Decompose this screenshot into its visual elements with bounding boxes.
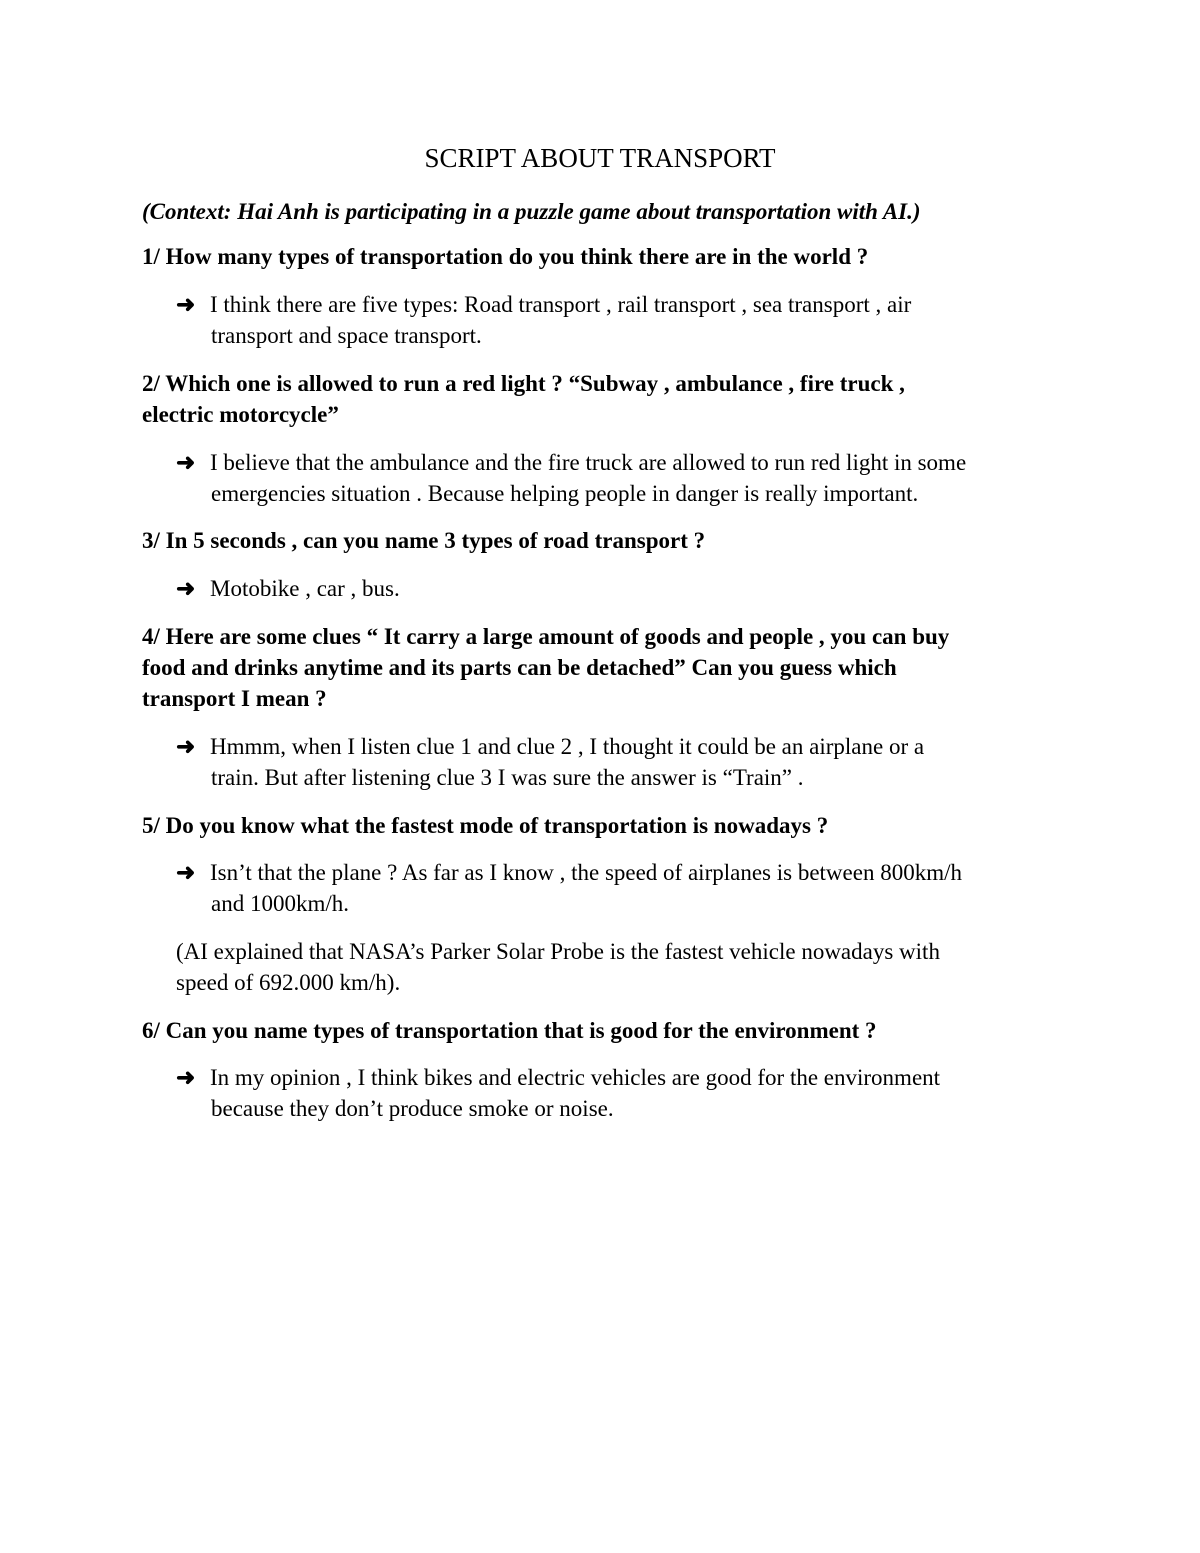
answer-4-line-1: Hmmm, when I listen clue 1 and clue 2 , I thought it could be an airplane or a	[210, 734, 925, 759]
arrow-right-icon: ➜	[176, 860, 196, 885]
answer-1	[176, 289, 911, 351]
arrow-right-icon: ➜	[176, 450, 196, 475]
question-1: 1/ How many types of transportation do you think there are in the world ?	[142, 244, 869, 269]
answer-6-line-2: because they don’t produce smoke or noise.	[211, 1096, 614, 1121]
question-4	[142, 621, 949, 714]
question-2-line-2: electric motorcycle”	[142, 402, 339, 427]
answer-2-line-1: I believe that the ambulance and the fire truck are allowed to run red light in some	[210, 450, 967, 475]
context-line: (Context: Hai Anh is participating in a puzzle game about transportation with AI.)	[142, 199, 921, 224]
question-2-line-1: 2/ Which one is allowed to run a red light ? “Subway , ambulance , fire truck ,	[142, 371, 905, 396]
answer-4-line-2: train. But after listening clue 3 I was sure the answer is “Train” .	[211, 765, 804, 790]
answer-6	[176, 1062, 940, 1124]
question-4-line-2: food and drinks anytime and its parts can be detached” Can you guess which	[142, 655, 897, 680]
answer-5-line-2: and 1000km/h.	[211, 891, 349, 916]
answer-4	[176, 731, 924, 793]
ai-explanation-note	[176, 936, 940, 998]
answer-2	[176, 447, 966, 509]
note-line-2: speed of 692.000 km/h).	[176, 970, 401, 995]
question-4-line-3: transport I mean ?	[142, 686, 327, 711]
question-5: 5/ Do you know what the fastest mode of transportation is nowadays ?	[142, 813, 829, 838]
answer-1-line-2: transport and space transport.	[211, 323, 482, 348]
answer-3	[176, 573, 400, 604]
note-line-1: (AI explained that NASA’s Parker Solar Probe is the fastest vehicle nowadays with	[176, 939, 940, 964]
question-3: 3/ In 5 seconds , can you name 3 types of road transport ?	[142, 528, 706, 553]
arrow-right-icon: ➜	[176, 576, 196, 601]
answer-5	[176, 857, 962, 919]
arrow-right-icon: ➜	[176, 734, 196, 759]
question-2	[142, 368, 905, 430]
answer-1-line-1: I think there are five types: Road transport , rail transport , sea transport , air	[210, 292, 912, 317]
arrow-right-icon: ➜	[176, 1065, 196, 1090]
page-title: SCRIPT ABOUT TRANSPORT	[424, 143, 776, 173]
question-4-line-1: 4/ Here are some clues “ It carry a large amount of goods and people , you can buy	[142, 624, 950, 649]
answer-3-line-1: Motobike , car , bus.	[210, 576, 400, 601]
answer-5-line-1: Isn’t that the plane ? As far as I know , the speed of airplanes is between 800km/h	[210, 860, 962, 885]
answer-2-line-2: emergencies situation . Because helping people in danger is really important.	[211, 481, 919, 506]
answer-6-line-1: In my opinion , I think bikes and electric vehicles are good for the environment	[210, 1065, 941, 1090]
arrow-right-icon: ➜	[176, 292, 196, 317]
question-6: 6/ Can you name types of transportation that is good for the environment ?	[142, 1018, 877, 1043]
